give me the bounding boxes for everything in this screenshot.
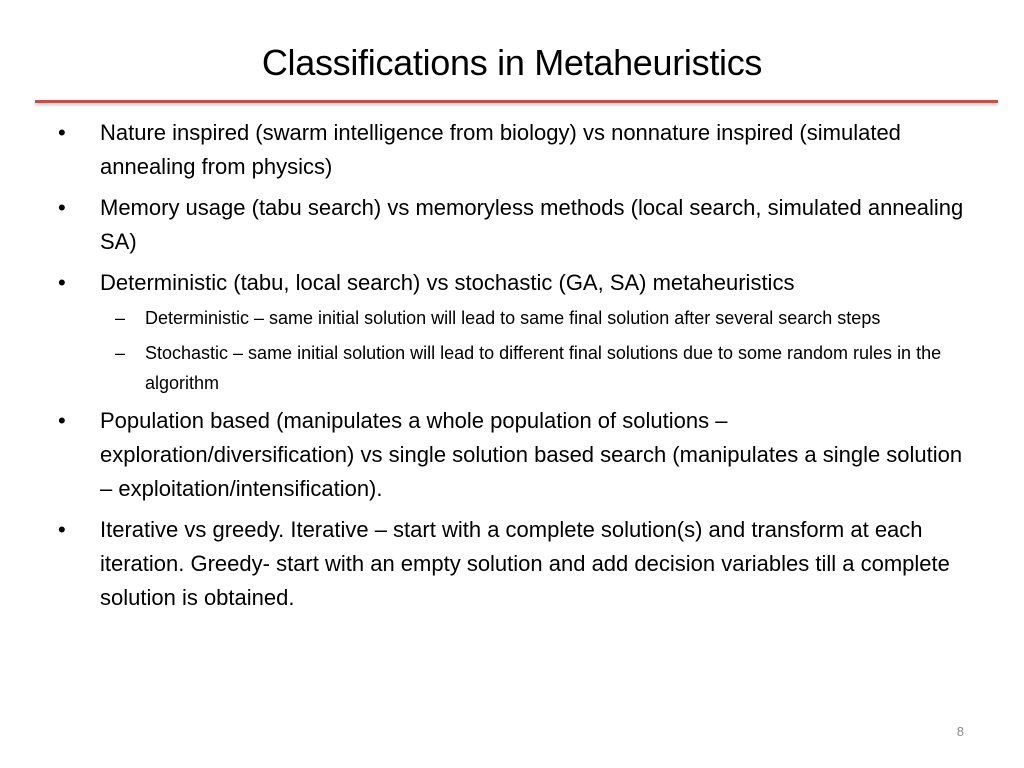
sub-bullet-text: Deterministic – same initial solution will lead to same final solution after several search steps — [145, 308, 881, 328]
page-number: 8 — [956, 724, 964, 739]
bullet-text: Memory usage (tabu search) vs memoryless methods (local search, simulated annealing SA) — [100, 195, 964, 254]
slide-title: Classifications in Metaheuristics — [261, 42, 763, 83]
bullet-marker: • — [58, 270, 66, 295]
bullet-item — [58, 513, 978, 615]
bullet-marker: • — [58, 120, 66, 145]
bullet-text: Iterative vs greedy. Iterative – start with a complete solution(s) and transform at each iteration. Greedy- start with an empty solution and add decision variables till a complete solution is obtained. — [100, 517, 950, 610]
sub-bullet-item — [115, 338, 978, 398]
bullet-item — [58, 191, 978, 259]
title-divider — [35, 100, 998, 103]
sub-bullet-marker: – — [115, 343, 126, 363]
bullet-item — [58, 404, 978, 506]
bullet-item — [58, 266, 978, 300]
bullet-item — [58, 116, 978, 184]
sub-bullet-marker: – — [115, 308, 126, 328]
bullet-text: Nature inspired (swarm intelligence from biology) vs nonnature inspired (simulated annealing from physics) — [100, 120, 901, 179]
bullet-marker: • — [58, 517, 66, 542]
bullet-marker: • — [58, 408, 66, 433]
sub-bullet-list — [58, 303, 978, 398]
sub-bullet-text: Stochastic – same initial solution will lead to different final solutions due to some random rules in the algorithm — [145, 343, 942, 393]
sub-bullet-item — [115, 303, 978, 333]
bullet-text: Population based (manipulates a whole population of solutions – exploration/diversification) vs single solution based search (manipulates a single solution – exploitation/intensification). — [100, 408, 963, 501]
bullet-list — [58, 116, 978, 622]
bullet-text: Deterministic (tabu, local search) vs stochastic (GA, SA) metaheuristics — [100, 270, 795, 295]
bullet-marker: • — [58, 195, 66, 220]
